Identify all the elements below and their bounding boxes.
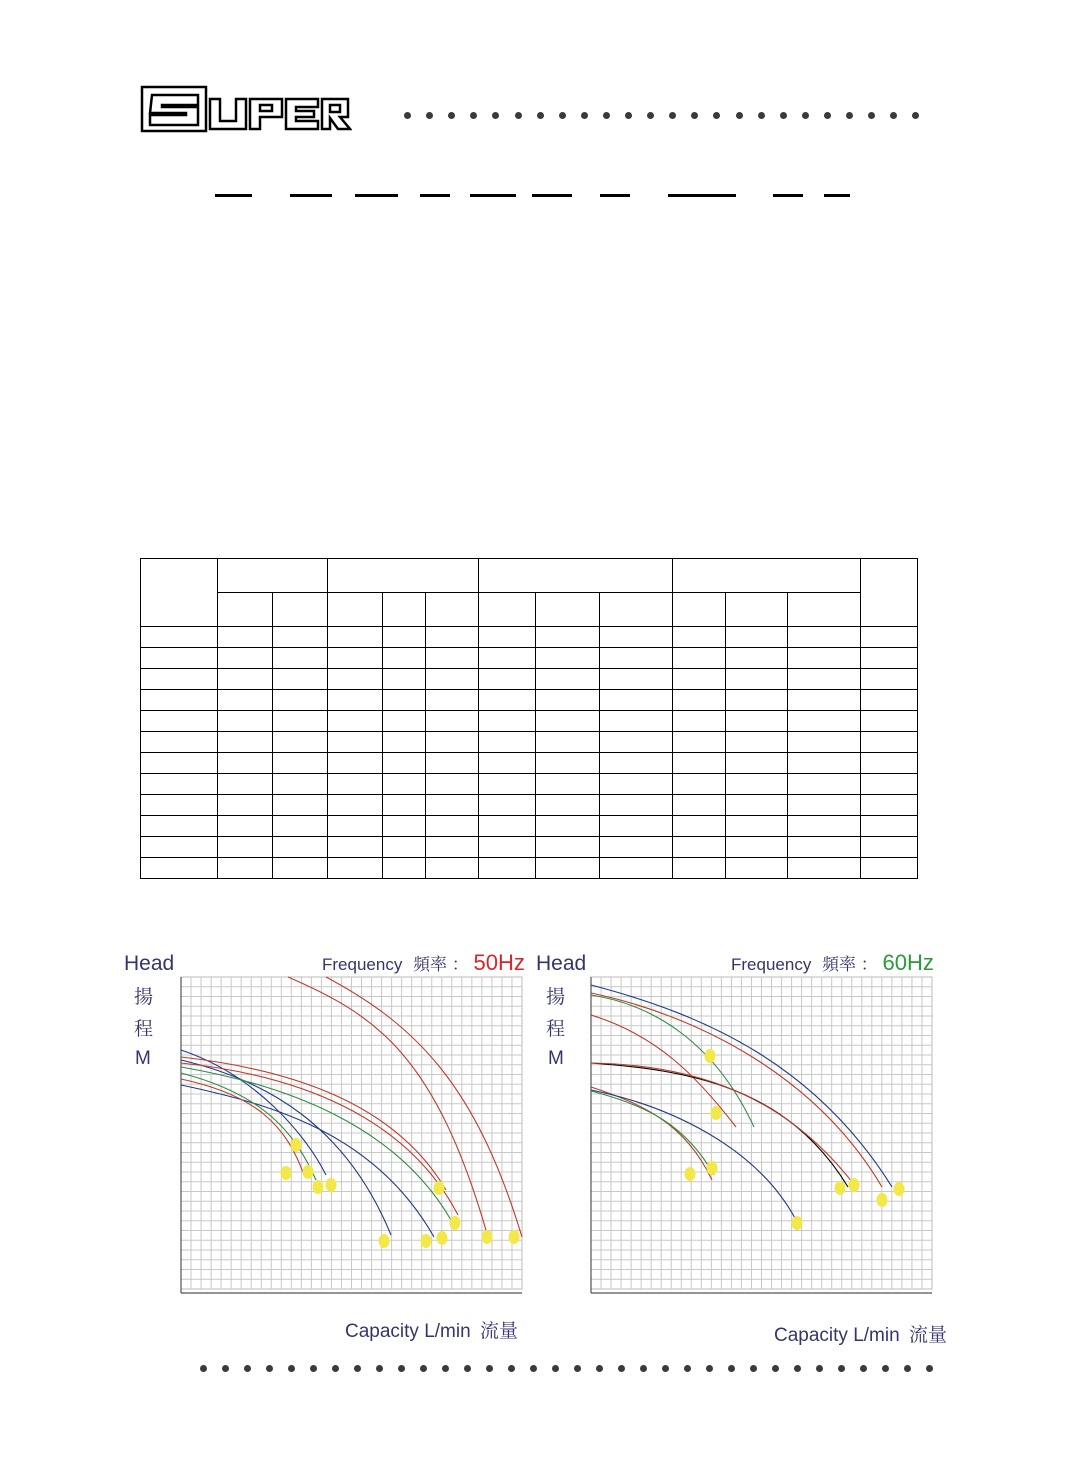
divider-dot	[882, 1365, 889, 1372]
operating-point	[835, 1181, 846, 1195]
frequency-value-60hz: 60Hz	[882, 950, 934, 975]
divider-dot	[426, 112, 433, 119]
divider-dot	[838, 1365, 845, 1372]
table-row	[141, 711, 918, 732]
table-header-group-3	[479, 559, 673, 593]
operating-point	[379, 1234, 390, 1248]
divider-dot	[713, 112, 720, 119]
divider-dot	[603, 112, 610, 119]
divider-dot	[846, 112, 853, 119]
table-header-last	[861, 559, 918, 627]
operating-point	[711, 1106, 722, 1120]
head-unit-50hz: M	[135, 1048, 151, 1069]
divider-dot	[684, 1365, 691, 1372]
operating-point	[450, 1216, 461, 1230]
table-row	[141, 816, 918, 837]
divider-dot	[266, 1365, 273, 1372]
super-logo-icon	[140, 85, 352, 135]
head-label-zh-2-50hz: 程	[134, 1019, 154, 1040]
operating-point	[849, 1178, 860, 1192]
logo	[140, 85, 352, 135]
divider-dot	[912, 112, 919, 119]
divider-dot	[332, 1365, 339, 1372]
operating-point	[434, 1181, 445, 1195]
divider-dot	[244, 1365, 251, 1372]
table-row	[141, 753, 918, 774]
operating-point	[685, 1167, 696, 1181]
operating-point	[482, 1230, 493, 1244]
table-row	[141, 648, 918, 669]
divider-dot	[625, 112, 632, 119]
table-header-model	[141, 559, 218, 627]
divider-dot	[442, 1365, 449, 1372]
capacity-label-50hz: Capacity L/min 流量	[345, 1321, 518, 1342]
operating-point	[877, 1193, 888, 1207]
operating-point	[281, 1166, 292, 1180]
divider-dot	[772, 1365, 779, 1372]
divider-dot	[824, 112, 831, 119]
operating-point	[707, 1161, 718, 1175]
divider-dot	[662, 1365, 669, 1372]
capacity-label-60hz: Capacity L/min 流量	[774, 1325, 947, 1346]
table-row	[141, 627, 918, 648]
operating-point	[792, 1216, 803, 1230]
table-row	[141, 732, 918, 753]
divider-dot	[780, 112, 787, 119]
spec-table	[140, 558, 918, 879]
head-label-zh-2-60hz: 程	[546, 1019, 566, 1040]
divider-dot	[464, 1365, 471, 1372]
operating-point	[326, 1178, 337, 1192]
divider-dot	[530, 1365, 537, 1372]
table-row	[141, 669, 918, 690]
divider-dot	[574, 1365, 581, 1372]
chart-60hz	[586, 975, 936, 1301]
chart-50hz	[176, 975, 526, 1297]
divider-dot	[802, 112, 809, 119]
divider-dot	[750, 1365, 757, 1372]
head-label-zh-1-50hz: 揚	[134, 987, 154, 1008]
divider-dot	[691, 112, 698, 119]
divider-dot	[310, 1365, 317, 1372]
divider-dot	[706, 1365, 713, 1372]
head-label-60hz: Head	[536, 952, 587, 975]
table-header-group-4	[673, 559, 861, 593]
divider-dot	[640, 1365, 647, 1372]
frequency-value-50hz: 50Hz	[473, 950, 525, 975]
top-dotted-divider	[404, 112, 934, 122]
operating-point	[509, 1230, 520, 1244]
table-header-group-2	[328, 559, 479, 593]
table-row	[141, 774, 918, 795]
table-row	[141, 858, 918, 879]
divider-dot	[816, 1365, 823, 1372]
title-placeholder-dashes	[0, 194, 1071, 198]
divider-dot	[669, 112, 676, 119]
divider-dot	[736, 112, 743, 119]
divider-dot	[354, 1365, 361, 1372]
divider-dot	[904, 1365, 911, 1372]
divider-dot	[492, 112, 499, 119]
divider-dot	[559, 112, 566, 119]
divider-dot	[581, 112, 588, 119]
divider-dot	[926, 1365, 933, 1372]
operating-point	[705, 1049, 716, 1063]
table-row	[141, 795, 918, 816]
divider-dot	[552, 1365, 559, 1372]
operating-point	[421, 1234, 432, 1248]
divider-dot	[398, 1365, 405, 1372]
divider-dot	[508, 1365, 515, 1372]
table-row	[141, 690, 918, 711]
head-label-zh-1-60hz: 揚	[546, 987, 566, 1008]
operating-point	[437, 1231, 448, 1245]
divider-dot	[486, 1365, 493, 1372]
divider-dot	[618, 1365, 625, 1372]
divider-dot	[728, 1365, 735, 1372]
divider-dot	[596, 1365, 603, 1372]
operating-point	[291, 1138, 302, 1152]
divider-dot	[404, 112, 411, 119]
operating-point	[894, 1182, 905, 1196]
divider-dot	[222, 1365, 229, 1372]
divider-dot	[537, 112, 544, 119]
divider-dot	[376, 1365, 383, 1372]
table-row	[141, 837, 918, 858]
bottom-dotted-divider	[200, 1365, 934, 1375]
divider-dot	[200, 1365, 207, 1372]
divider-dot	[448, 112, 455, 119]
operating-point	[303, 1165, 314, 1179]
divider-dot	[420, 1365, 427, 1372]
divider-dot	[515, 112, 522, 119]
head-label-50hz: Head	[124, 952, 175, 975]
table-header-group-1	[218, 559, 328, 593]
head-unit-60hz: M	[548, 1048, 564, 1069]
divider-dot	[794, 1365, 801, 1372]
frequency-label-50hz: Frequency 頻率 ： 50Hz	[322, 950, 525, 975]
operating-point	[313, 1180, 324, 1194]
divider-dot	[860, 1365, 867, 1372]
divider-dot	[868, 112, 875, 119]
divider-dot	[758, 112, 765, 119]
divider-dot	[470, 112, 477, 119]
frequency-label-60hz: Frequency 頻率 ： 60Hz	[731, 950, 934, 975]
divider-dot	[647, 112, 654, 119]
divider-dot	[288, 1365, 295, 1372]
divider-dot	[890, 112, 897, 119]
